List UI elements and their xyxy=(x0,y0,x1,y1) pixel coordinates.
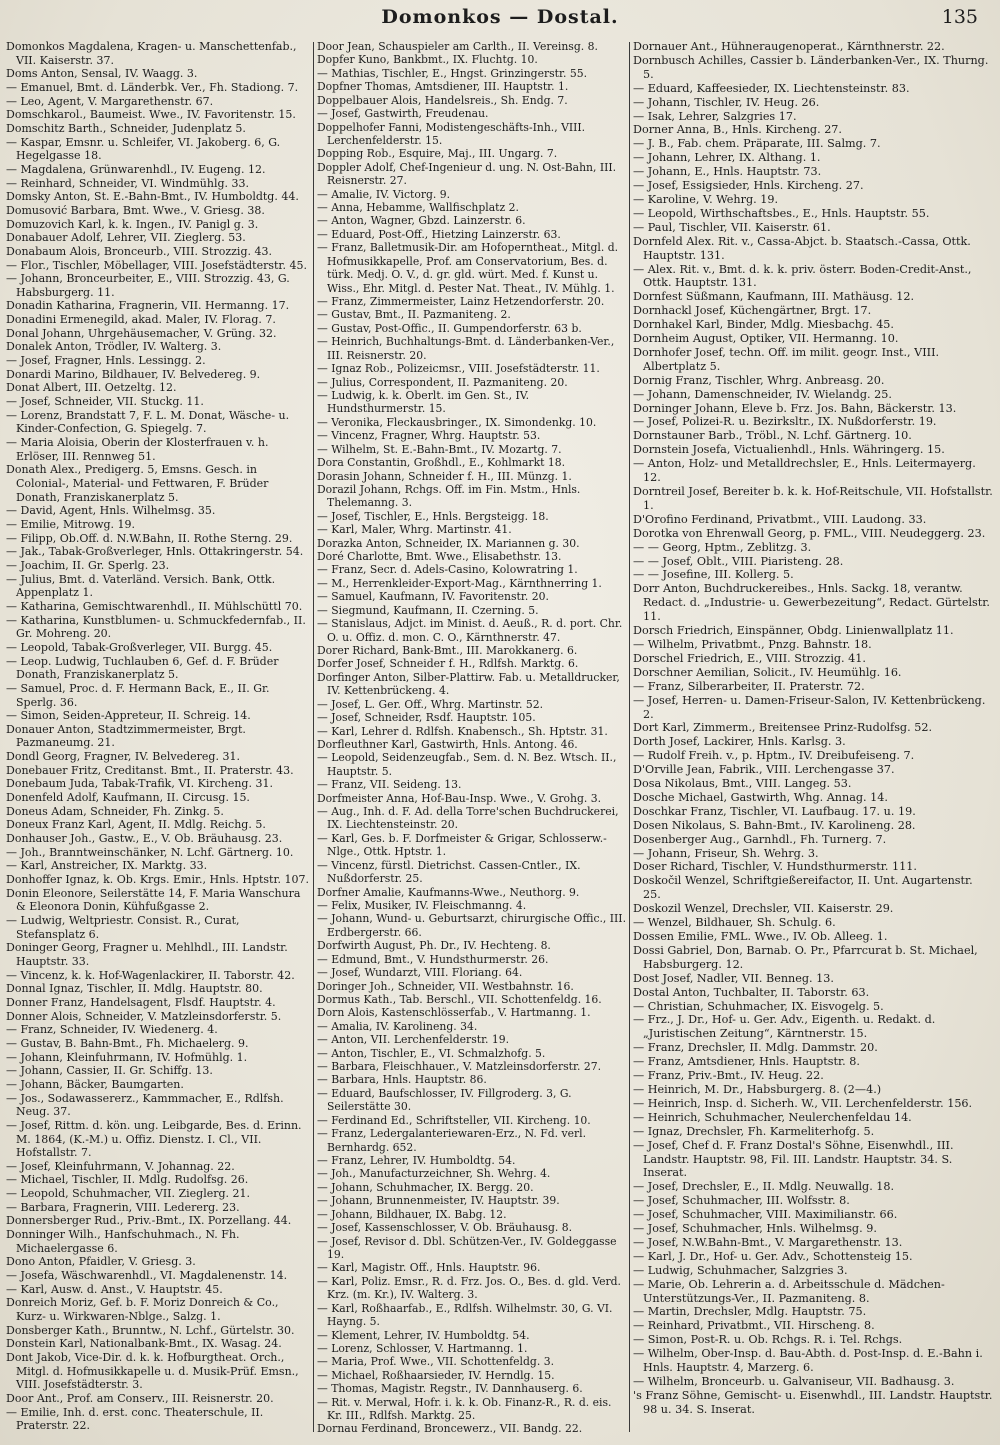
directory-entry: — Josef, Schuhmacher, III. Wolfsstr. 8. xyxy=(633,1194,850,1208)
directory-entry: Domschkarol., Baumeist. Wwe., IV. Favoritenstr. 15. xyxy=(6,108,296,122)
directory-entry: — Ignaz Rob., Polizeicmsr., VIII. Josefstädterstr. 11. xyxy=(317,362,600,376)
directory-entry: — Maria Aloisia, Oberin der Klosterfrauen v. h. Erlöser, III. Rennweg 51. xyxy=(6,436,269,463)
directory-entry: — Karl, Lehrer d. Rdlfsh. Knabensch., Sh. Hptstr. 31. xyxy=(317,724,608,738)
directory-entry: — David, Agent, Hnls. Wilhelmsg. 35. xyxy=(6,504,216,518)
directory-entry: Donabauer Adolf, Lehrer, VII. Zieglerg. 53. xyxy=(6,231,246,245)
directory-entry: — Wenzel, Bildhauer, Sh. Schulg. 6. xyxy=(633,916,836,930)
column-divider xyxy=(313,42,314,1432)
directory-entry: — Leopold, Tabak-Großverleger, VII. Burgg. 45. xyxy=(6,640,273,654)
directory-entry: — Franz, Zimmermeister, Lainz Hetzendorferstr. 20. xyxy=(317,295,605,309)
directory-entry: Dorsch Friedrich, Einspänner, Obdg. Linienwallplatz 11. xyxy=(633,624,954,638)
directory-entry: Door Jean, Schauspieler am Carlth., II. Vereinsg. 8. xyxy=(317,40,598,53)
directory-entry: Doré Charlotte, Bmt. Wwe., Elisabethstr. 13. xyxy=(317,550,562,564)
directory-entry: — Anton, VII. Lerchenfelderstr. 19. xyxy=(317,1033,510,1047)
directory-entry: — Leopold, Seidenzeugfab., Sem. d. N. Bez. Wtsch. II., Hauptstr. 5. xyxy=(317,751,617,778)
directory-entry: — Ludwig, k. k. Oberlt. im Gen. St., IV. Hundsthurmerstr. 15. xyxy=(317,388,530,416)
directory-entry: — Lorenz, Schlosser, V. Hartmanng. 1. xyxy=(317,1341,528,1355)
directory-entry: — Vincenz, k. k. Hof-Wagenlackirer, II. Taborstr. 42. xyxy=(6,968,295,982)
directory-entry: — Gustav, Bmt., II. Pazmaniteng. 2. xyxy=(317,308,511,322)
directory-entry: — Karl, Anstreicher, IX. Marktg. 33. xyxy=(6,859,208,873)
directory-entry: — Leopold, Schuhmacher, VII. Zieglerg. 21. xyxy=(6,1187,251,1201)
directory-entry: — Franz, Silberarbeiter, II. Praterstr. 72. xyxy=(633,679,865,693)
directory-entry: Donnal Ignaz, Tischler, II. Mdlg. Hauptstr. 80. xyxy=(6,982,263,996)
directory-entry: — Mathias, Tischler, E., Hngst. Grinzingerstr. 55. xyxy=(317,66,588,80)
directory-entry: — Johann, Lehrer, IX. Althang. 1. xyxy=(633,151,821,165)
directory-entry: Dondl Georg, Fragner, IV. Belvedereg. 31. xyxy=(6,750,240,764)
directory-entry: Doser Richard, Tischler, V. Hundsthurmerstr. 111. xyxy=(633,860,917,874)
directory-entry: Dost Josef, Nadler, VII. Benneg. 13. xyxy=(633,971,834,985)
directory-entry: Dorth Josef, Lackirer, Hnls. Karlsg. 3. xyxy=(633,735,846,749)
directory-entry: Dorninger Johann, Eleve b. Frz. Jos. Bahn, Bäckerstr. 13. xyxy=(633,401,957,415)
directory-entry: Dornauer Ant., Hühneraugenoperat., Kärnthnerstr. 22. xyxy=(633,40,945,53)
directory-entry: Domonkos Magdalena, Kragen- u. Manschettenfab., VII. Kaiserstr. 37. xyxy=(6,40,297,67)
directory-entry: — Franz, Schneider, IV. Wiedenerg. 4. xyxy=(6,1023,218,1037)
directory-entry: — Thomas, Magistr. Regstr., IV. Dannhauserg. 6. xyxy=(317,1382,583,1396)
directory-entry: — Samuel, Proc. d. F. Hermann Back, E., II. Gr. Sperlg. 36. xyxy=(6,681,270,709)
directory-entry: — Ludwig, Schuhmacher, Salzgries 3. xyxy=(633,1263,848,1277)
directory-entry: — Wilhelm, St. E.-Bahn-Bmt., IV. Mozartg. 7. xyxy=(317,442,562,456)
directory-entry: Dorasin Johann, Schneider f. H., III. Münzg. 1. xyxy=(317,469,572,483)
directory-entry: Dont Jakob, Vice-Dir. d. k. k. Hofburgtheat. Orch., Mitgl. d. Hofmusikkapelle u. d. Musik-Prüf. Emsn., VIII. Josefstädterstr. 3. xyxy=(6,1351,299,1392)
directory-entry: Dornfest Süßmann, Kaufmann, III. Mathäusg. 12. xyxy=(633,290,915,304)
directory-entry: — Rit. v. Merwal, Hofr. i. k. k. Ob. Finanz-R., R. d. eis. Kr. III., Rdlfsh. Marktg. 25. xyxy=(317,1395,612,1423)
directory-entry: — Marie, Ob. Lehrerin a. d. Arbeitsschule d. Mädchen-Unterstützungs-Ver., II. Pazmaniteng. 8. xyxy=(633,1277,945,1305)
directory-entry: — Josef, Chef d. F. Franz Dostal's Söhne, Eisenwhdl., III. Landstr. Hauptstr. 98, Fil. III. Landstr. Hauptstr. 34. S. Inserat. xyxy=(633,1138,954,1180)
directory-entry: — Edmund, Bmt., V. Hundsthurmerstr. 26. xyxy=(317,952,549,966)
directory-entry: — Eduard, Post-Off., Hietzing Lainzerstr. 63. xyxy=(317,227,561,241)
directory-entry: — Christian, Schuhmacher, IX. Eisvogelg. 5. xyxy=(633,999,884,1013)
directory-entry: Dorn Alois, Kastenschlösserfab., V. Hartmanng. 1. xyxy=(317,1006,591,1020)
page-number: 135 xyxy=(941,6,978,28)
directory-entry: — Paul, Tischler, VII. Kaiserstr. 61. xyxy=(633,220,831,234)
directory-entry: — Josef, Rittm. d. kön. ung. Leibgarde, Bes. d. Erinn. M. 1864, (K.-M.) u. Offiz. Dienstz. I. Cl., VII. Hofstallstr. 7. xyxy=(6,1118,302,1160)
directory-entry: — Franz, Drechsler, II. Mdlg. Dammstr. 20. xyxy=(633,1041,878,1055)
directory-entry: — Heinrich, Schuhmacher, Neulerchenfeldau 14. xyxy=(633,1110,912,1124)
directory-entry: — Johann, Cassier, II. Gr. Schiffg. 13. xyxy=(6,1064,213,1078)
directory-entry: — Heinrich, Buchhaltungs-Bmt. d. Länderbanken-Ver., III. Reisnerstr. 20. xyxy=(317,335,615,362)
directory-entry: Domusović Barbara, Bmt. Wwe., V. Griesg. 38. xyxy=(6,203,265,217)
directory-entry: — Flor., Tischler, Möbellager, VIII. Josefstädterstr. 45. xyxy=(6,258,307,272)
directory-entry: — Johann, E., Hnls. Hauptstr. 73. xyxy=(633,165,822,179)
directory-entry: Dossi Gabriel, Don, Barnab. O. Pr., Pfarrcurat b. St. Michael, Habsburgerg. 12. xyxy=(633,943,978,971)
directory-entry: — Josef, Schuhmacher, Hnls. Wilhelmsg. 9. xyxy=(633,1222,877,1236)
directory-entry: — Anton, Wagner, Gbzd. Lainzerstr. 6. xyxy=(317,214,526,228)
directory-entry: — Karl, Roßhaarfab., E., Rdlfsh. Wilhelmstr. 30, G. VI. Hayng. 5. xyxy=(317,1301,613,1329)
directory-entry: — Simon, Post-R. u. Ob. Rchgs. R. i. Tel. Rchgs. xyxy=(633,1333,903,1347)
directory-entry: Dorfleuthner Karl, Gastwirth, Hnls. Antong. 46. xyxy=(317,737,578,751)
directory-entry: — Josef, Schuhmacher, VIII. Maximilianstr. 66. xyxy=(633,1208,898,1222)
directory-entry: — Lorenz, Brandstatt 7, F. L. M. Donat, Wäsche- u. Kinder-Confection, G. Spiegelg. 7. xyxy=(6,408,290,436)
directory-entry: — Emanuel, Bmt. d. Länderbk. Ver., Fh. Stadiong. 7. xyxy=(6,80,299,94)
directory-entry: — Siegmund, Kaufmann, II. Czerning. 5. xyxy=(317,603,539,617)
directory-entry: — Josef, Drechsler, E., II. Mdlg. Neuwallg. 18. xyxy=(633,1180,895,1194)
directory-entry: Doppelbauer Alois, Handelsreis., Sh. Endg. 7. xyxy=(317,93,568,107)
directory-entry: — Leop. Ludwig, Tuchlauben 6, Gef. d. F. Brüder Donath, Franziskanerplatz 5. xyxy=(6,654,279,682)
directory-entry: Donner Franz, Handelsagent, Flsdf. Hauptstr. 4. xyxy=(6,995,276,1009)
directory-entry: Donadin Katharina, Fragnerin, VII. Hermanng. 17. xyxy=(6,299,290,313)
directory-entry: Donreich Moriz, Gef. b. F. Moriz Donreich & Co., Kurz- u. Wirkwaren-Nblge., Salzg. 1. xyxy=(6,1296,279,1324)
directory-entry: — Franz, Balletmusik-Dir. am Hofoperntheat., Mitgl. d. Hofmusikkapelle, Prof. am Conservatorium, Bes. d. türk. Medj. O. V., d. gr. gld. würt. Med. f. Kunst u. Wiss., Ehr. Mitgl. d. Pester Nat. Theat., IV. Mühlg. 1. xyxy=(317,241,619,295)
directory-entry: Donebaum Juda, Tabak-Trafik, VI. Kircheng. 31. xyxy=(6,777,273,791)
directory-entry: — Johann, Brunnenmeister, IV. Hauptstr. 39. xyxy=(317,1194,560,1208)
directory-entry: — Michael, Tischler, II. Mdlg. Rudolfsg. 26. xyxy=(6,1173,249,1187)
directory-entry: Domsky Anton, St. E.-Bahn-Bmt., IV. Humboldtg. 44. xyxy=(6,190,299,204)
directory-entry: Dosenberger Aug., Garnhdl., Fh. Turnerg. 7. xyxy=(633,832,887,846)
directory-entry: — Wilhelm, Ober-Insp. d. Bau-Abth. d. Post-Insp. d. E.-Bahn i. Hnls. Hauptstr. 4, Marzerg. 6. xyxy=(633,1347,983,1375)
directory-entry: — Julius, Bmt. d. Vaterländ. Versich. Bank, Ottk. Appenplatz 1. xyxy=(6,572,276,600)
directory-entry: Doschkar Franz, Tischler, VI. Laufbaug. 17. u. 19. xyxy=(633,804,916,818)
directory-entry: — Jos., Sodawassererz., Kammmacher, E., Rdlfsh. Neug. 37. xyxy=(6,1091,284,1119)
directory-entry: — Franz, VII. Seideng. 13. xyxy=(317,778,462,792)
directory-entry: Dossen Emilie, FML. Wwe., IV. Ob. Alleeg. 1. xyxy=(633,930,888,943)
directory-entry: Doskočil Wenzel, Schriftgießereifactor, II. Unt. Augartenstr. 25. xyxy=(633,874,973,902)
directory-entry: — Samuel, Kaufmann, IV. Favoritenstr. 20. xyxy=(317,590,549,604)
directory-entry: — Martin, Drechsler, Mdlg. Hauptstr. 75. xyxy=(633,1305,867,1319)
directory-entry: — Gustav, Post-Offic., II. Gumpendorferstr. 63 b. xyxy=(317,321,582,335)
directory-entry: Dora Constantin, Großhdl., E., Kohlmarkt 18. xyxy=(317,456,566,470)
directory-entry: — Josef, Herren- u. Damen-Friseur-Salon, IV. Kettenbrückeng. 2. xyxy=(633,693,986,721)
directory-entry: — Josef, Kleinfuhrmann, V. Johannag. 22. xyxy=(6,1159,235,1173)
directory-entry: — Isak, Lehrer, Salzgries 17. xyxy=(633,109,797,123)
directory-entry: Dort Karl, Zimmerm., Breitensee Prinz-Rudolfsg. 52. xyxy=(633,721,932,735)
directory-entry: Dorfner Amalie, Kaufmanns-Wwe., Neuthorg. 9. xyxy=(317,885,580,899)
directory-entry: Donardi Marino, Bildhauer, IV. Belvedereg. 9. xyxy=(6,367,261,381)
directory-entry: — Johann, Tischler, IV. Heug. 26. xyxy=(633,95,820,109)
directory-entry: Dorschel Friedrich, E., VIII. Strozzig. 41. xyxy=(633,651,866,665)
directory-entry: — Johann, Schuhmacher, IX. Bergg. 20. xyxy=(317,1180,534,1194)
directory-entry: — Reinhard, Schneider, VI. Windmühlg. 33. xyxy=(6,176,249,190)
directory-entry: Domschitz Barth., Schneider, Judenplatz 5. xyxy=(6,121,246,135)
directory-entry: — Josef, Schneider, VII. Stuckg. 11. xyxy=(6,395,204,409)
directory-entry: Donalek Anton, Trödler, IV. Walterg. 3. xyxy=(6,340,222,354)
directory-entry: — Rudolf Freih. v., p. Hptm., IV. Dreibufeiseng. 7. xyxy=(633,749,915,763)
directory-entry: — Wilhelm, Bronceurb. u. Galvaniseur, VII. Badhausg. 3. xyxy=(633,1375,955,1388)
directory-entry: — Johann, Bronceurbeiter, E., VIII. Strozzig. 43, G. Habsburgerg. 11. xyxy=(6,272,290,299)
directory-entry: — Maria, Prof. Wwe., VII. Schottenfeldg. 3. xyxy=(317,1355,554,1369)
directory-entry: — Michael, Roßhaarsieder, IV. Herndlg. 15. xyxy=(317,1368,555,1382)
directory-entry: — Karl, J. Dr., Hof- u. Ger. Adv., Schottensteig 15. xyxy=(633,1249,913,1263)
directory-entry: Door Ant., Prof. am Conserv., III. Reisnerstr. 20. xyxy=(6,1391,274,1405)
directory-entry: — Reinhard, Privatbmt., VII. Hirscheng. 8. xyxy=(633,1319,875,1333)
column-divider xyxy=(629,42,630,1432)
directory-entry: — Franz, Amtsdiener, Hnls. Hauptstr. 8. xyxy=(633,1055,860,1069)
directory-entry: — Josef, Fragner, Hnls. Lessingg. 2. xyxy=(6,354,206,368)
directory-entry: — Emilie, Inh. d. erst. conc. Theaterschule, II. Praterstr. 22. xyxy=(6,1405,264,1433)
directory-entry: — Leopold, Wirthschaftsbes., E., Hnls. Hauptstr. 55. xyxy=(633,206,930,220)
directory-entry: — Karoline, V. Wehrg. 19. xyxy=(633,192,779,206)
directory-entry: — Vincenz, fürstl. Dietrichst. Cassen-Cntler., IX. Nußdorferstr. 25. xyxy=(317,858,581,886)
directory-entry: — Anton, Tischler, E., VI. Schmalzhofg. 5. xyxy=(317,1046,546,1060)
directory-entry: Dorazka Anton, Schneider, IX. Mariannen g. 30. xyxy=(317,536,580,550)
directory-entry: — M., Herrenkleider-Export-Mag., Kärnthnerring 1. xyxy=(317,576,602,590)
directory-entry: Dornstauner Barb., Tröbl., N. Lchf. Gärtnerg. 10. xyxy=(633,429,912,443)
directory-entry: — Josef, L. Ger. Off., Whrg. Martinstr. 52. xyxy=(317,697,544,711)
directory-entry: Dopping Rob., Esquire, Maj., III. Ungarg. 7. xyxy=(317,147,558,161)
directory-entry: — Veronika, Fleckausbringer., IX. Simondenkg. 10. xyxy=(317,415,597,429)
directory-entry: — Josef, Polizei-R. u. Bezirksltr., IX. Nußdorferstr. 19. xyxy=(633,415,937,429)
directory-entry: Dormus Kath., Tab. Berschl., VII. Schottenfeldg. 16. xyxy=(317,992,602,1006)
directory-entry: — Klement, Lehrer, IV. Humboldtg. 54. xyxy=(317,1328,530,1342)
directory-entry: — Joachim, II. Gr. Sperlg. 23. xyxy=(6,558,170,572)
directory-entry: — Felix, Musiker, IV. Fleischmanng. 4. xyxy=(317,899,527,912)
directory-entry: Dorner Anna, B., Hnls. Kircheng. 27. xyxy=(633,123,842,137)
directory-entry: Donath Alex., Predigerg. 5, Emsns. Gesch. in Colonial-, Material- und Fettwaren, F. Brüder Donath, Franziskanerplatz 5. xyxy=(6,463,269,504)
directory-entry: Doms Anton, Sensal, IV. Waagg. 3. xyxy=(6,67,198,81)
page-header xyxy=(0,4,1000,36)
directory-entry: Domuzovich Karl, k. k. Ingen., IV. Panigl g. 3. xyxy=(6,217,259,231)
column-right xyxy=(633,40,994,1435)
directory-entry: — — Josef, Oblt., VIII. Piaristeng. 28. xyxy=(633,554,844,568)
directory-entry: — Anton, Holz- und Metalldrechsler, E., Hnls. Leitermayerg. 12. xyxy=(633,457,976,485)
directory-entry: — Eduard, Baufschlosser, IV. Fillgroderg. 3, G. Seilerstätte 30. xyxy=(317,1086,572,1114)
directory-entry: — Franz, Secr. d. Adels-Casino, Kolowratring 1. xyxy=(317,563,578,577)
directory-entry: Doskozil Wenzel, Drechsler, VII. Kaiserstr. 29. xyxy=(633,902,894,916)
directory-entry: Donhauser Joh., Gastw., E., V. Ob. Bräuhausg. 23. xyxy=(6,832,283,846)
directory-entry: Dorfer Josef, Schneider f. H., Rdlfsh. Marktg. 6. xyxy=(317,657,579,671)
directory-entry: Dornbusch Achilles, Cassier b. Länderbanken-Ver., IX. Thurng. 5. xyxy=(633,53,989,81)
directory-entry: — J. B., Fab. chem. Präparate, III. Salmg. 7. xyxy=(633,137,881,151)
directory-entry: Donnersberger Rud., Priv.-Bmt., IX. Porzellang. 44. xyxy=(6,1214,292,1228)
directory-entry: — Joh., Branntweinschänker, N. Lchf. Gärtnerg. 10. xyxy=(6,845,294,859)
directory-entry: — Gustav, B. Bahn-Bmt., Fh. Michaelerg. 9. xyxy=(6,1036,249,1050)
directory-entry: — Karl, Ges. b. F. Dorfmeister & Grigar, Schlosserw.-Nlge., Ottk. Hptstr. 1. xyxy=(317,831,607,859)
directory-entry: Donstein Karl, Nationalbank-Bmt., IX. Wasag. 24. xyxy=(6,1337,282,1351)
directory-entry: Dorer Richard, Bank-Bmt., III. Marokkanerg. 6. xyxy=(317,643,578,657)
directory-entry: — Josef, Schneider, Rsdf. Hauptstr. 105. xyxy=(317,711,536,725)
directory-entry: Dosche Michael, Gastwirth, Whg. Annag. 14. xyxy=(633,790,888,804)
directory-entry: — Julius, Correspondent, II. Pazmaniteng. 20. xyxy=(317,375,568,389)
directory-entry: Dornheim August, Optiker, VII. Hermanng. 10. xyxy=(633,332,899,346)
directory-entry: — Barbara, Fragnerin, VIII. Ledererg. 23. xyxy=(6,1200,240,1214)
directory-entry: Dornau Ferdinand, Broncewerz., VII. Bandg. 22. xyxy=(317,1422,583,1435)
directory-entry: Donsberger Kath., Brunntw., N. Lchf., Gürtelstr. 30. xyxy=(6,1323,295,1337)
directory-entry: — Amalie, IV. Victorg. 9. xyxy=(317,187,451,201)
directory-entry: Donabaum Alois, Bronceurb., VIII. Strozzig. 43. xyxy=(6,244,272,258)
directory-entry: — Karl, Magistr. Off., Hnls. Hauptstr. 96. xyxy=(317,1261,541,1275)
directory-entry: — Josef, Gastwirth, Freudenau. xyxy=(317,107,489,121)
directory-entry: Donauer Anton, Stadtzimmermeister, Brgt. Pazmaneumg. 21. xyxy=(6,722,246,750)
directory-entry: — Ferdinand Ed., Schriftsteller, VII. Kircheng. 10. xyxy=(317,1113,591,1127)
directory-entry: — Josef, Essigsieder, Hnls. Kircheng. 27. xyxy=(633,179,864,193)
directory-entry: Doringer Joh., Schneider, VII. Westbahnstr. 16. xyxy=(317,979,574,993)
directory-entry: — Franz, Lehrer, IV. Humboldtg. 54. xyxy=(317,1154,516,1168)
directory-entry: Dorr Anton, Buchdruckereibes., Hnls. Sackg. 18, verantw. Redact. d. „Industrie- u. Gewerbezeitung“, Redact. Gürtelstr. 11. xyxy=(633,582,990,624)
directory-entry: — Wilhelm, Privatbmt., Pnzg. Bahnstr. 18. xyxy=(633,637,872,651)
directory-entry: Dopfner Thomas, Amtsdiener, III. Hauptstr. 1. xyxy=(317,80,569,94)
directory-entry: — Josef, N.W.Bahn-Bmt., V. Margarethenstr. 13. xyxy=(633,1235,903,1249)
directory-entry: Dorntreil Josef, Bereiter b. k. k. Hof-Reitschule, VII. Hofstallstr. 1. xyxy=(633,485,993,512)
directory-entry: Dorfwirth August, Ph. Dr., IV. Hechteng. 8. xyxy=(317,939,551,953)
directory-entry: — Stanislaus, Adjct. im Minist. d. Aeuß., R. d. port. Chr. O. u. Offiz. d. mon. C. O., Kärnthnerstr. 47. xyxy=(317,617,623,644)
directory-entry: Dono Anton, Pfaidler, V. Griesg. 3. xyxy=(6,1255,196,1269)
directory-entry: — Magdalena, Grünwarenhdl., IV. Eugeng. 12. xyxy=(6,162,266,176)
directory-entry: — Barbara, Fleischhauer., V. Matzleinsdorferstr. 27. xyxy=(317,1060,601,1074)
directory-entry: — Johann, Kleinfuhrmann, IV. Hofmühlg. 1. xyxy=(6,1050,248,1064)
directory-entry: Donner Alois, Schneider, V. Matzleinsdorferstr. 5. xyxy=(6,1009,282,1023)
column-middle xyxy=(317,40,626,1435)
directory-entry: — Vincenz, Fragner, Whrg. Hauptstr. 53. xyxy=(317,429,541,443)
directory-entry: — Johann, Bildhauer, IX. Babg. 12. xyxy=(317,1207,507,1221)
directory-entry: — Heinrich, M. Dr., Habsburgerg. 8. (2—4.) xyxy=(633,1082,882,1096)
directory-entry: Donebauer Fritz, Creditanst. Bmt., II. Praterstr. 43. xyxy=(6,763,294,777)
directory-entry: Dopfer Kuno, Bankbmt., IX. Fluchtg. 10. xyxy=(317,53,538,67)
directory-entry: — Jak., Tabak-Großverleger, Hnls. Ottakringerstr. 54. xyxy=(6,545,304,559)
directory-entry: — Johann, Wund- u. Geburtsarzt, chirurgische Offic., III. Erdbergerstr. 66. xyxy=(317,912,626,939)
directory-entry: — Katharina, Kunstblumen- u. Schmuckfedernfab., II. Gr. Mohreng. 20. xyxy=(6,613,306,641)
directory-entry: Doninger Georg, Fragner u. Mehlhdl., III. Landstr. Hauptstr. 33. xyxy=(6,941,288,968)
directory-entry: Dorschner Aemilian, Solicit., IV. Heumühlg. 16. xyxy=(633,665,902,679)
directory-entry: — Frz., J. Dr., Hof- u. Ger. Adv., Eigenth. u. Redakt. d. „Juristischen Zeitung“, Kärntnerstr. 15. xyxy=(633,1013,936,1041)
directory-entry: Dosen Nikolaus, S. Bahn-Bmt., IV. Karolineng. 28. xyxy=(633,818,916,832)
directory-entry: — Emilie, Mitrowg. 19. xyxy=(6,517,136,531)
directory-entry: — Filipp, Ob.Off. d. N.W.Bahn, II. Rothe Sterng. 29. xyxy=(6,531,293,545)
directory-entry: — Ludwig, Weltpriestr. Consist. R., Curat, Stefansplatz 6. xyxy=(6,914,240,941)
directory-entry: — — Josefine, III. Kollerg. 5. xyxy=(633,568,794,582)
directory-entry: Doppler Adolf, Chef-Ingenieur d. ung. N. Ost-Bahn, III. Reisnerstr. 27. xyxy=(317,160,617,188)
directory-entry: — Joh., Manufacturzeichner, Sh. Wehrg. 4. xyxy=(317,1167,551,1181)
directory-entry: Dornhofer Josef, techn. Off. im milit. geogr. Inst., VIII. Albertplatz 5. xyxy=(633,345,940,373)
directory-entry: Donal Johann, Uhrgehäusemacher, V. Grüng. 32. xyxy=(6,326,277,340)
directory-entry: Dornstein Josefa, Victualienhdl., Hnls. Währingerg. 15. xyxy=(633,443,945,457)
directory-entry: — Karl, Ausw. d. Anst., V. Hauptstr. 45. xyxy=(6,1282,223,1296)
directory-entry: — Karl, Poliz. Emsr., R. d. Frz. Jos. O., Bes. d. gld. Verd. Krz. (m. Kr.), IV. Walterg. 3. xyxy=(317,1274,621,1302)
directory-entry: — Amalia, IV. Karolineng. 34. xyxy=(317,1019,478,1033)
directory-entry: — — Georg, Hptm., Zeblitzg. 3. xyxy=(633,540,812,554)
directory-entry: D'Orville Jean, Fabrik., VIII. Lerchengasse 37. xyxy=(633,763,895,777)
directory-entry: — Kaspar, Emsnr. u. Schleifer, VI. Jakoberg. 6, G. Hegelgasse 18. xyxy=(6,135,281,163)
directory-entry: Dornhackl Josef, Küchengärtner, Brgt. 17. xyxy=(633,304,872,318)
directory-entry: Dornig Franz, Tischler, Whrg. Anbreasg. 20. xyxy=(633,373,885,387)
directory-entry: — Franz, Ledergalanteriewaren-Erz., N. Fd. verl. Bernhardg. 652. xyxy=(317,1127,587,1154)
directory-entry: D'Orofino Ferdinand, Privatbmt., VIII. Laudong. 33. xyxy=(633,512,927,526)
directory-entry: — Josefa, Wäschwarenhdl., VI. Magdalenenstr. 14. xyxy=(6,1269,288,1283)
directory-entry: — Josef, Tischler, E., Hnls. Bergsteigg. 18. xyxy=(317,509,549,523)
directory-entry: Dorfinger Anton, Silber-Plattirw. Fab. u. Metalldrucker, IV. Kettenbrückeng. 4. xyxy=(317,670,620,698)
directory-entry: — Johann, Damenschneider, IV. Wielandg. 25. xyxy=(633,387,892,401)
directory-entry: Donenfeld Adolf, Kaufmann, II. Circusg. 15. xyxy=(6,791,250,805)
directory-entry: — Eduard, Kaffeesieder, IX. Liechtensteinstr. 83. xyxy=(633,81,910,95)
directory-entry: — Franz, Priv.-Bmt., IV. Heug. 22. xyxy=(633,1069,824,1083)
directory-entry: — Simon, Seiden-Appreteur, II. Schreig. 14. xyxy=(6,709,251,723)
directory-entry: — Karl, Maler, Whrg. Martinstr. 41. xyxy=(317,523,512,537)
directory-entry: Donat Albert, III. Oetzeltg. 12. xyxy=(6,381,177,395)
directory-entry: — Josef, Kassenschlosser, V. Ob. Bräuhausg. 8. xyxy=(317,1221,573,1235)
directory-entry: — Ignaz, Drechsler, Fh. Karmeliterhofg. 5. xyxy=(633,1124,875,1138)
directory-entry: Dostal Anton, Tuchbalter, II. Taborstr. 63. xyxy=(633,985,870,999)
directory-entry: — Johann, Friseur, Sh. Wehrg. 3. xyxy=(633,846,819,860)
directory-entry: — Leo, Agent, V. Margarethenstr. 67. xyxy=(6,94,214,108)
columns-container xyxy=(6,40,994,1435)
directory-entry: Dornfeld Alex. Rit. v., Cassa-Abjct. b. Staatsch.-Cassa, Ottk. Hauptstr. 131. xyxy=(633,234,971,262)
directory-entry: — Katharina, Gemischtwarenhdl., II. Mühlschüttl 70. xyxy=(6,599,303,613)
directory-entry: Dosa Nikolaus, Bmt., VIII. Langeg. 53. xyxy=(633,777,852,791)
directory-entry: — Anna, Hebamme, Wallfischplatz 2. xyxy=(317,201,519,215)
directory-entry: Dornhakel Karl, Binder, Mdlg. Miesbachg. 45. xyxy=(633,318,894,332)
directory-entry: — Barbara, Hnls. Hauptstr. 86. xyxy=(317,1073,487,1087)
running-head: Domonkos — Dostal. xyxy=(381,6,619,28)
directory-entry: Dorazil Johann, Rchgs. Off. im Fin. Mstm., Hnls. Thelemanng. 3. xyxy=(317,482,581,510)
directory-entry: Dorotka von Ehrenwall Georg, p. FML., VIII. Neudeggerg. 23. xyxy=(633,526,986,540)
directory-entry: — Josef, Revisor d. Dbl. Schützen-Ver., IV. Goldeggasse 19. xyxy=(317,1234,617,1261)
directory-entry: Donadini Ermenegild, akad. Maler, IV. Florag. 7. xyxy=(6,313,276,327)
directory-entry: — Heinrich, Insp. d. Sicherh. W., VII. Lerchenfelderstr. 156. xyxy=(633,1096,973,1110)
directory-entry: — Johann, Bäcker, Baumgarten. xyxy=(6,1077,184,1091)
directory-entry: Doneux Franz Karl, Agent, II. Mdlg. Reichg. 5. xyxy=(6,818,266,832)
column-left xyxy=(6,40,310,1435)
directory-entry: Donhoffer Ignaz, k. Ob. Krgs. Emir., Hnls. Hptstr. 107. xyxy=(6,873,310,887)
directory-entry: — Alex. Rit. v., Bmt. d. k. k. priv. österr. Boden-Credit-Anst., Ottk. Hauptstr. 131. xyxy=(633,262,972,290)
directory-entry: Dorfmeister Anna, Hof-Bau-Insp. Wwe., V. Grohg. 3. xyxy=(317,791,602,805)
directory-entry: Donninger Wilh., Hanfschuhmach., N. Fh. Michaelergasse 6. xyxy=(6,1228,240,1255)
directory-entry: — Aug., Inh. d. F. Ad. della Torre'schen Buchdruckerei, IX. Liechtensteinstr. 20. xyxy=(317,805,619,832)
directory-entry: Doneus Adam, Schneider, Fh. Zinkg. 5. xyxy=(6,804,224,818)
directory-entry: Doppelhofer Fanni, Modistengeschäfts-Inh., VIII. Lerchenfelderstr. 15. xyxy=(317,120,586,147)
directory-entry: 's Franz Söhne, Gemischt- u. Eisenwhdl., III. Landstr. Hauptstr. 98 u. 34. S. Inserat. xyxy=(633,1388,993,1416)
directory-entry: Donin Eleonore, Seilerstätte 14, F. Maria Wanschura & Eleonora Donin, Kühfußgasse 2. xyxy=(6,886,301,914)
directory-entry: — Josef, Wundarzt, VIII. Floriang. 64. xyxy=(317,966,523,980)
